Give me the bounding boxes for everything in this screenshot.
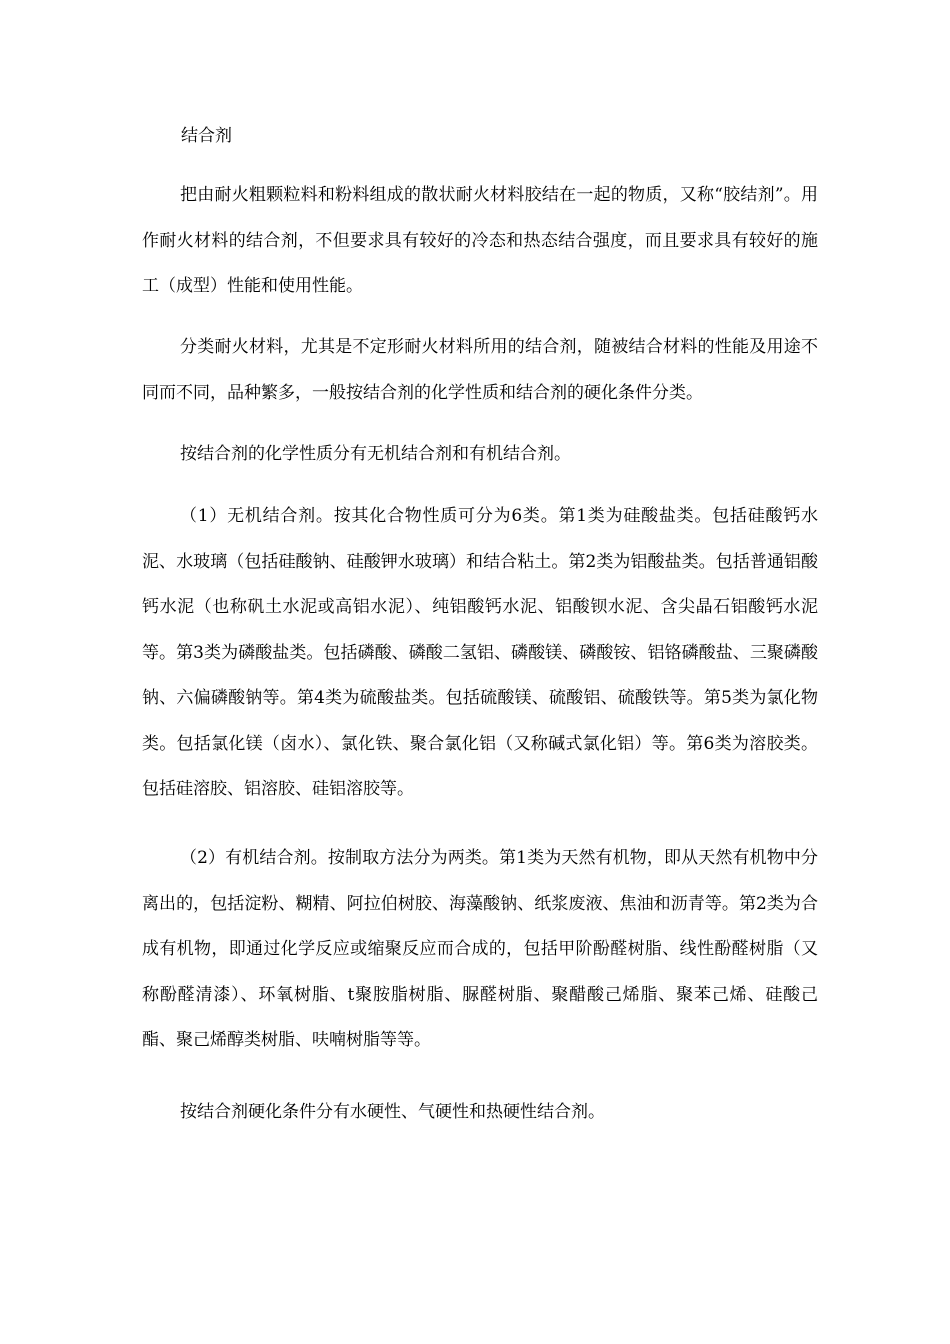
paragraph-hardening-conditions: 按结合剂硬化条件分有水硬性、气硬性和热硬性结合剂。	[180, 1102, 605, 1122]
paragraph-chemical-nature: 按结合剂的化学性质分有无机结合剂和有机结合剂。	[180, 444, 571, 464]
document-title: 结合剂	[181, 126, 232, 146]
paragraph-classification: 分类耐火材料，尤其是不定形耐火材料所用的结合剂，随被结合材料的性能及用途不同而不同，品种繁多，一般按结合剂的化学性质和结合剂的硬化条件分类。	[142, 337, 818, 403]
paragraph-definition: 把由耐火粗颗粒料和粉料组成的散状耐火材料胶结在一起的物质，又称“胶结剂”。用作耐火材料的结合剂，不但要求具有较好的冷态和热态结合强度，而且要求具有较好的施工（成型）性能和使用性能。	[142, 185, 818, 296]
paragraph-organic-binders: （2）有机结合剂。按制取方法分为两类。第1类为天然有机物，即从天然有机物中分离出的，包括淀粉、糊精、阿拉伯树胶、海藻酸钠、纸浆废液、焦油和沥青等。第2类为合成有机物，即通过化学反应或缩聚反应而合成的，包括甲阶酚醛树脂、线性酚醛树脂（又称酚醛清漆）、环氧树脂、t聚胺脂树脂、脲醛树脂、聚醋酸己烯脂、聚苯己烯、硅酸己酯、聚己烯醇类树脂、呋喃树脂等等。	[142, 848, 818, 1050]
paragraph-inorganic-binders: （1）无机结合剂。按其化合物性质可分为6类。第1类为硅酸盐类。包括硅酸钙水泥、水玻璃（包括硅酸钠、硅酸钾水玻璃）和结合粘土。第2类为铝酸盐类。包括普通铝酸钙水泥（也称矾土水泥或高铝水泥）、纯铝酸钙水泥、铝酸钡水泥、含尖晶石铝酸钙水泥等。第3类为磷酸盐类。包括磷酸、磷酸二氢铝、磷酸镁、磷酸铵、铝铬磷酸盐、三聚磷酸钠、六偏磷酸钠等。第4类为硫酸盐类。包括硫酸镁、硫酸铝、硫酸铁等。第5类为氯化物类。包括氯化镁（卤水）、氯化铁、聚合氯化铝（又称碱式氯化铝）等。第6类为溶胶类。包括硅溶胶、铝溶胶、硅铝溶胶等。	[142, 506, 818, 799]
